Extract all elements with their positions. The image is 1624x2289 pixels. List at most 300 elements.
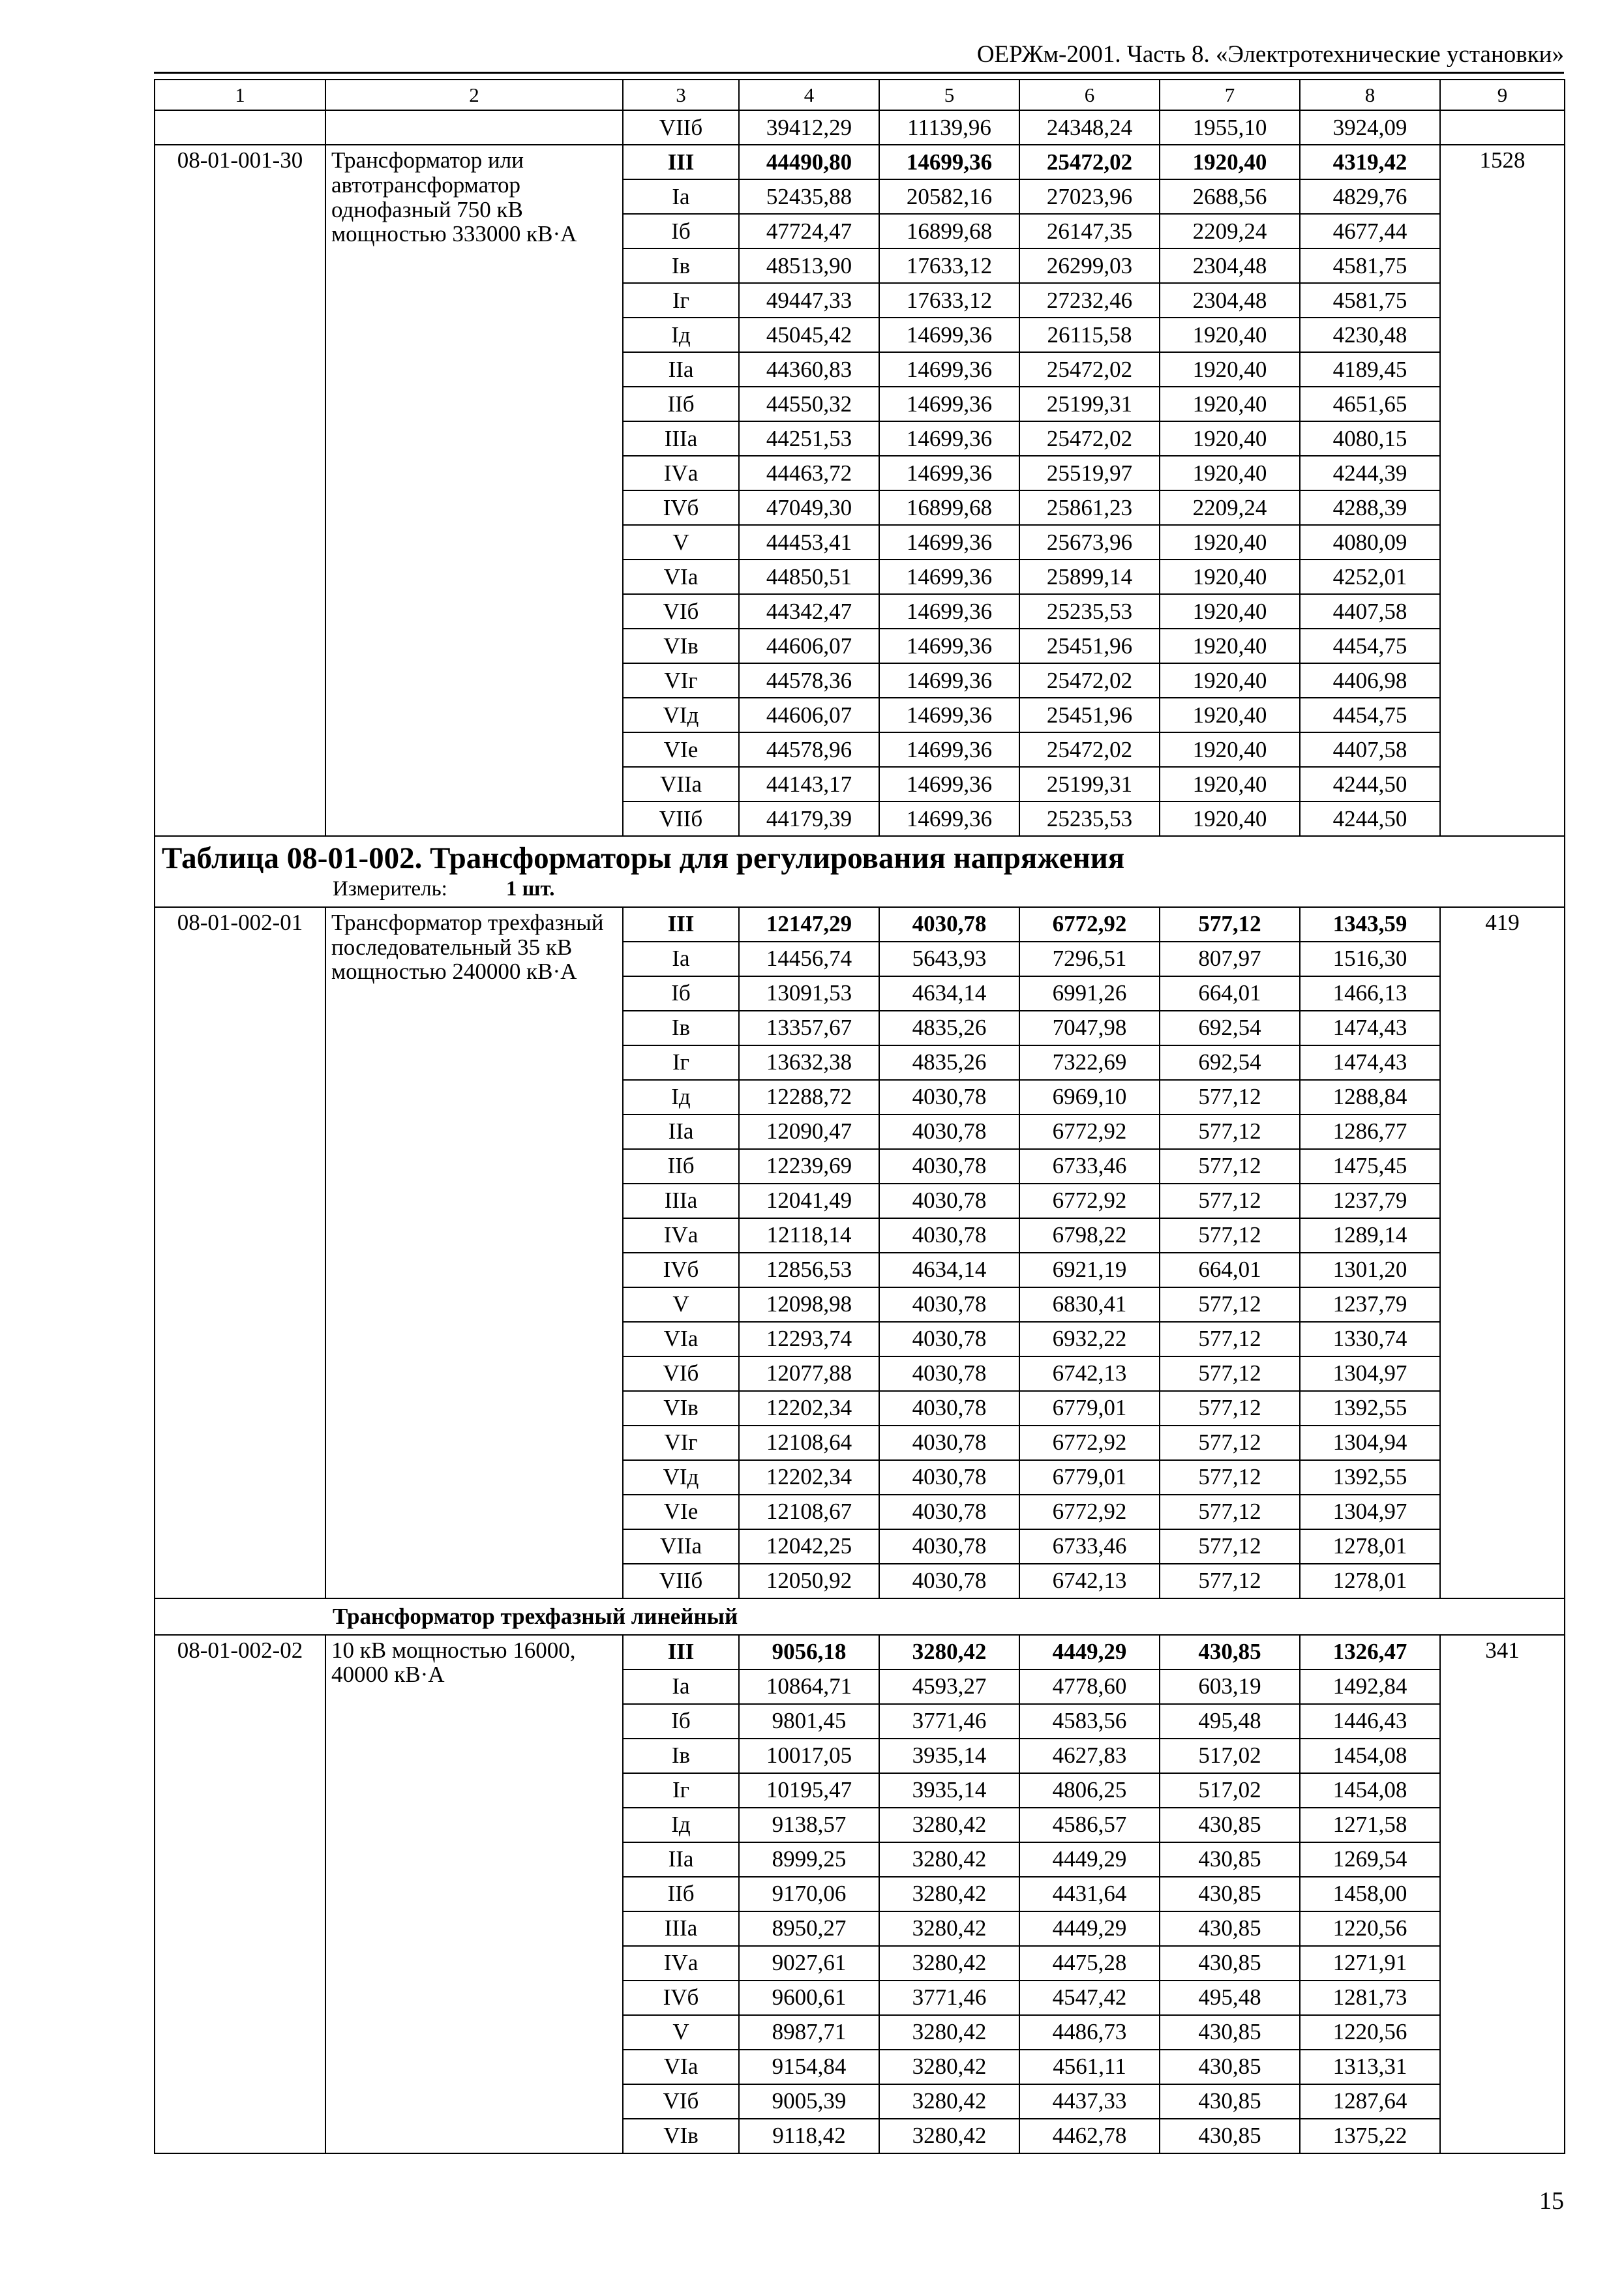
- value-cell: 1301,20: [1300, 1253, 1440, 1287]
- zone-cell: III: [623, 1635, 739, 1669]
- zone-cell: III: [623, 145, 739, 179]
- zone-cell: VIд: [623, 698, 739, 732]
- value-cell: 577,12: [1160, 1287, 1300, 1322]
- zone-cell: IIа: [623, 1115, 739, 1149]
- zone-cell: V: [623, 1287, 739, 1322]
- value-cell: 12147,29: [739, 907, 879, 942]
- value-cell: 1220,56: [1300, 2015, 1440, 2050]
- column-number: 5: [879, 80, 1019, 110]
- zone-cell: IVб: [623, 1253, 739, 1287]
- running-header: ОЕРЖм-2001. Часть 8. «Электротехнические установки»: [976, 41, 1564, 68]
- zone-cell: IIб: [623, 1877, 739, 1911]
- value-cell: 44578,36: [739, 663, 879, 698]
- norm-cell: 419: [1440, 907, 1565, 1598]
- value-cell: 25472,02: [1019, 732, 1160, 767]
- code-cell: [155, 110, 325, 145]
- measure-label: Измеритель:: [333, 876, 447, 901]
- page-number: 15: [1539, 2187, 1564, 2215]
- zone-cell: Iг: [623, 1045, 739, 1080]
- zone-cell: VIе: [623, 732, 739, 767]
- zone-cell: Iб: [623, 214, 739, 248]
- value-cell: 3280,42: [879, 1635, 1019, 1669]
- value-cell: 4319,42: [1300, 145, 1440, 179]
- zone-cell: Iв: [623, 1739, 739, 1773]
- value-cell: 577,12: [1160, 1391, 1300, 1426]
- value-cell: 12077,88: [739, 1356, 879, 1391]
- column-number: 6: [1019, 80, 1160, 110]
- zone-cell: VIа: [623, 2050, 739, 2084]
- code-cell: 08-01-002-02: [155, 1635, 325, 2153]
- value-cell: 2688,56: [1160, 179, 1300, 214]
- value-cell: 25899,14: [1019, 560, 1160, 594]
- value-cell: 1304,94: [1300, 1426, 1440, 1460]
- value-cell: 1920,40: [1160, 732, 1300, 767]
- value-cell: 807,97: [1160, 942, 1300, 976]
- value-cell: 9154,84: [739, 2050, 879, 2084]
- value-cell: 4030,78: [879, 1495, 1019, 1529]
- zone-cell: VIг: [623, 663, 739, 698]
- value-cell: 1466,13: [1300, 976, 1440, 1011]
- code-cell: 08-01-002-01: [155, 907, 325, 1598]
- value-cell: 1475,45: [1300, 1149, 1440, 1184]
- value-cell: 495,48: [1160, 1981, 1300, 2015]
- zone-cell: IVа: [623, 1218, 739, 1253]
- zone-cell: IVб: [623, 1981, 739, 2015]
- value-cell: 25451,96: [1019, 629, 1160, 663]
- column-number: 4: [739, 80, 879, 110]
- column-number-row: [155, 80, 1565, 110]
- value-cell: 14699,36: [879, 594, 1019, 629]
- value-cell: 4829,76: [1300, 179, 1440, 214]
- value-cell: 664,01: [1160, 976, 1300, 1011]
- value-cell: 4835,26: [879, 1011, 1019, 1045]
- section-cell: [155, 836, 1565, 907]
- value-cell: 6779,01: [1019, 1391, 1160, 1426]
- zone-cell: IIIа: [623, 1911, 739, 1946]
- subheading-row: [155, 1598, 1565, 1635]
- table-row: [155, 907, 1565, 942]
- value-cell: 1269,54: [1300, 1842, 1440, 1877]
- value-cell: 603,19: [1160, 1669, 1300, 1704]
- value-cell: 14456,74: [739, 942, 879, 976]
- column-number: 3: [623, 80, 739, 110]
- value-cell: 14699,36: [879, 352, 1019, 387]
- value-cell: 1287,64: [1300, 2084, 1440, 2119]
- zone-cell: Iг: [623, 1773, 739, 1808]
- value-cell: 12856,53: [739, 1253, 879, 1287]
- value-cell: 25235,53: [1019, 594, 1160, 629]
- value-cell: 25519,97: [1019, 456, 1160, 490]
- value-cell: 44578,96: [739, 732, 879, 767]
- value-cell: 1920,40: [1160, 801, 1300, 836]
- zone-cell: V: [623, 525, 739, 560]
- value-cell: 26147,35: [1019, 214, 1160, 248]
- zone-cell: VIIа: [623, 767, 739, 801]
- norm-cell: 1528: [1440, 145, 1565, 836]
- value-cell: 1271,91: [1300, 1946, 1440, 1981]
- value-cell: 3280,42: [879, 1911, 1019, 1946]
- value-cell: 27232,46: [1019, 283, 1160, 318]
- value-cell: 1271,58: [1300, 1808, 1440, 1842]
- value-cell: 1492,84: [1300, 1669, 1440, 1704]
- value-cell: 577,12: [1160, 1460, 1300, 1495]
- column-number: 7: [1160, 80, 1300, 110]
- value-cell: 692,54: [1160, 1011, 1300, 1045]
- column-number: 1: [155, 80, 325, 110]
- value-cell: 4835,26: [879, 1045, 1019, 1080]
- value-cell: 4486,73: [1019, 2015, 1160, 2050]
- value-cell: 4407,58: [1300, 732, 1440, 767]
- value-cell: 6742,13: [1019, 1356, 1160, 1391]
- value-cell: 2304,48: [1160, 248, 1300, 283]
- name-cell: Трансформатор или автотрансформатор однофазный 750 кВ мощностью 333000 кВ·А: [325, 145, 623, 836]
- value-cell: 6779,01: [1019, 1460, 1160, 1495]
- zone-cell: Iа: [623, 942, 739, 976]
- zone-cell: Iв: [623, 248, 739, 283]
- value-cell: 4561,11: [1019, 2050, 1160, 2084]
- value-cell: 6733,46: [1019, 1529, 1160, 1564]
- value-cell: 9005,39: [739, 2084, 879, 2119]
- value-cell: 44606,07: [739, 698, 879, 732]
- value-cell: 25472,02: [1019, 352, 1160, 387]
- value-cell: 1474,43: [1300, 1045, 1440, 1080]
- value-cell: 3280,42: [879, 2119, 1019, 2153]
- value-cell: 14699,36: [879, 767, 1019, 801]
- value-cell: 25199,31: [1019, 767, 1160, 801]
- value-cell: 47049,30: [739, 490, 879, 525]
- column-number: 8: [1300, 80, 1440, 110]
- value-cell: 14699,36: [879, 663, 1019, 698]
- value-cell: 1920,40: [1160, 456, 1300, 490]
- value-cell: 5643,93: [879, 942, 1019, 976]
- value-cell: 44490,80: [739, 145, 879, 179]
- zone-cell: IIб: [623, 1149, 739, 1184]
- zone-cell: VIа: [623, 1322, 739, 1356]
- value-cell: 577,12: [1160, 1495, 1300, 1529]
- value-cell: 13357,67: [739, 1011, 879, 1045]
- value-cell: 4080,15: [1300, 421, 1440, 456]
- value-cell: 6932,22: [1019, 1322, 1160, 1356]
- value-cell: 12108,64: [739, 1426, 879, 1460]
- value-cell: 6921,19: [1019, 1253, 1160, 1287]
- value-cell: 14699,36: [879, 318, 1019, 352]
- value-cell: 1330,74: [1300, 1322, 1440, 1356]
- table-row: [155, 145, 1565, 179]
- value-cell: 4437,33: [1019, 2084, 1160, 2119]
- measure-line: [155, 875, 1564, 906]
- value-cell: 4189,45: [1300, 352, 1440, 387]
- value-cell: 1920,40: [1160, 352, 1300, 387]
- value-cell: 430,85: [1160, 1877, 1300, 1911]
- value-cell: 4252,01: [1300, 560, 1440, 594]
- value-cell: 44179,39: [739, 801, 879, 836]
- value-cell: 12202,34: [739, 1460, 879, 1495]
- value-cell: 12239,69: [739, 1149, 879, 1184]
- value-cell: 3280,42: [879, 1877, 1019, 1911]
- value-cell: 4454,75: [1300, 629, 1440, 663]
- value-cell: 577,12: [1160, 1322, 1300, 1356]
- value-cell: 430,85: [1160, 2119, 1300, 2153]
- value-cell: 3280,42: [879, 2050, 1019, 2084]
- value-cell: 3771,46: [879, 1981, 1019, 2015]
- value-cell: 12098,98: [739, 1287, 879, 1322]
- zone-cell: VIб: [623, 1356, 739, 1391]
- value-cell: 3935,14: [879, 1739, 1019, 1773]
- value-cell: 14699,36: [879, 629, 1019, 663]
- zone-cell: Iа: [623, 179, 739, 214]
- value-cell: 692,54: [1160, 1045, 1300, 1080]
- value-cell: 3280,42: [879, 1808, 1019, 1842]
- zone-cell: IVб: [623, 490, 739, 525]
- value-cell: 430,85: [1160, 1635, 1300, 1669]
- value-cell: 12090,47: [739, 1115, 879, 1149]
- value-cell: 1288,84: [1300, 1080, 1440, 1115]
- value-cell: 1920,40: [1160, 145, 1300, 179]
- zone-cell: VIг: [623, 1426, 739, 1460]
- value-cell: 4454,75: [1300, 698, 1440, 732]
- value-cell: 44342,47: [739, 594, 879, 629]
- value-cell: 12202,34: [739, 1391, 879, 1426]
- value-cell: 14699,36: [879, 801, 1019, 836]
- value-cell: 12118,14: [739, 1218, 879, 1253]
- value-cell: 1920,40: [1160, 525, 1300, 560]
- value-cell: 16899,68: [879, 214, 1019, 248]
- value-cell: 3280,42: [879, 1946, 1019, 1981]
- value-cell: 4030,78: [879, 1287, 1019, 1322]
- value-cell: 44360,83: [739, 352, 879, 387]
- value-cell: 4806,25: [1019, 1773, 1160, 1808]
- value-cell: 25451,96: [1019, 698, 1160, 732]
- value-cell: 25199,31: [1019, 387, 1160, 421]
- value-cell: 4080,09: [1300, 525, 1440, 560]
- value-cell: 25861,23: [1019, 490, 1160, 525]
- value-cell: 6772,92: [1019, 1184, 1160, 1218]
- value-cell: 1343,59: [1300, 907, 1440, 942]
- value-cell: 577,12: [1160, 1115, 1300, 1149]
- value-cell: 4586,57: [1019, 1808, 1160, 1842]
- value-cell: 4778,60: [1019, 1669, 1160, 1704]
- value-cell: 4462,78: [1019, 2119, 1160, 2153]
- header-rule: [154, 72, 1564, 74]
- value-cell: 4449,29: [1019, 1842, 1160, 1877]
- value-cell: 1474,43: [1300, 1011, 1440, 1045]
- value-cell: 4030,78: [879, 1149, 1019, 1184]
- value-cell: 52435,88: [739, 179, 879, 214]
- value-cell: 4030,78: [879, 1356, 1019, 1391]
- value-cell: 13091,53: [739, 976, 879, 1011]
- zone-cell: IIIа: [623, 1184, 739, 1218]
- value-cell: 6772,92: [1019, 907, 1160, 942]
- value-cell: 2209,24: [1160, 490, 1300, 525]
- value-cell: 4431,64: [1019, 1877, 1160, 1911]
- zone-cell: Iв: [623, 1011, 739, 1045]
- value-cell: 4581,75: [1300, 283, 1440, 318]
- value-cell: 4677,44: [1300, 214, 1440, 248]
- value-cell: 7296,51: [1019, 942, 1160, 976]
- value-cell: 3280,42: [879, 2084, 1019, 2119]
- value-cell: 1304,97: [1300, 1356, 1440, 1391]
- zone-cell: V: [623, 2015, 739, 2050]
- value-cell: 1278,01: [1300, 1564, 1440, 1598]
- value-cell: 4244,50: [1300, 801, 1440, 836]
- value-cell: 577,12: [1160, 1218, 1300, 1253]
- value-cell: 12288,72: [739, 1080, 879, 1115]
- value-cell: 7047,98: [1019, 1011, 1160, 1045]
- value-cell: 430,85: [1160, 1842, 1300, 1877]
- value-cell: 9600,61: [739, 1981, 879, 2015]
- zone-cell: Iд: [623, 1808, 739, 1842]
- value-cell: 664,01: [1160, 1253, 1300, 1287]
- zone-cell: VIв: [623, 1391, 739, 1426]
- value-cell: 4244,50: [1300, 767, 1440, 801]
- value-cell: 4230,48: [1300, 318, 1440, 352]
- value-cell: 1286,77: [1300, 1115, 1440, 1149]
- value-cell: 25673,96: [1019, 525, 1160, 560]
- value-cell: 4030,78: [879, 1115, 1019, 1149]
- value-cell: 14699,36: [879, 387, 1019, 421]
- value-cell: 44143,17: [739, 767, 879, 801]
- value-cell: 1920,40: [1160, 560, 1300, 594]
- value-cell: 4030,78: [879, 1080, 1019, 1115]
- value-cell: 4627,83: [1019, 1739, 1160, 1773]
- value-cell: 1304,97: [1300, 1495, 1440, 1529]
- value-cell: 4634,14: [879, 1253, 1019, 1287]
- value-cell: 430,85: [1160, 2084, 1300, 2119]
- zone-cell: Iб: [623, 1704, 739, 1739]
- value-cell: 1920,40: [1160, 594, 1300, 629]
- zone-cell: VIIа: [623, 1529, 739, 1564]
- value-cell: 17633,12: [879, 248, 1019, 283]
- value-cell: 24348,24: [1019, 110, 1160, 145]
- value-cell: 25472,02: [1019, 145, 1160, 179]
- value-cell: 48513,90: [739, 248, 879, 283]
- value-cell: 4030,78: [879, 907, 1019, 942]
- value-cell: 4030,78: [879, 1391, 1019, 1426]
- zone-cell: VIд: [623, 1460, 739, 1495]
- value-cell: 1278,01: [1300, 1529, 1440, 1564]
- value-cell: 9027,61: [739, 1946, 879, 1981]
- value-cell: 14699,36: [879, 421, 1019, 456]
- value-cell: 26299,03: [1019, 248, 1160, 283]
- value-cell: 577,12: [1160, 1529, 1300, 1564]
- value-cell: 1920,40: [1160, 698, 1300, 732]
- value-cell: 1289,14: [1300, 1218, 1440, 1253]
- value-cell: 44550,32: [739, 387, 879, 421]
- value-cell: 4449,29: [1019, 1911, 1160, 1946]
- value-cell: 1516,30: [1300, 942, 1440, 976]
- value-cell: 47724,47: [739, 214, 879, 248]
- value-cell: 4581,75: [1300, 248, 1440, 283]
- value-cell: 1955,10: [1160, 110, 1300, 145]
- value-cell: 6969,10: [1019, 1080, 1160, 1115]
- value-cell: 3280,42: [879, 1842, 1019, 1877]
- value-cell: 577,12: [1160, 1426, 1300, 1460]
- value-cell: 1313,31: [1300, 2050, 1440, 2084]
- zone-cell: VIIб: [623, 801, 739, 836]
- zone-cell: III: [623, 907, 739, 942]
- value-cell: 430,85: [1160, 1946, 1300, 1981]
- value-cell: 4651,65: [1300, 387, 1440, 421]
- value-cell: 577,12: [1160, 1149, 1300, 1184]
- code-cell: 08-01-001-30: [155, 145, 325, 836]
- value-cell: 6991,26: [1019, 976, 1160, 1011]
- value-cell: 4634,14: [879, 976, 1019, 1011]
- value-cell: 3935,14: [879, 1773, 1019, 1808]
- zone-cell: IIIа: [623, 421, 739, 456]
- zone-cell: IIа: [623, 352, 739, 387]
- value-cell: 44453,41: [739, 525, 879, 560]
- value-cell: 44850,51: [739, 560, 879, 594]
- value-cell: 1920,40: [1160, 767, 1300, 801]
- section-row: [155, 836, 1565, 907]
- value-cell: 6733,46: [1019, 1149, 1160, 1184]
- section-title: Таблица 08-01-002. Трансформаторы для регулирования напряжения: [162, 841, 1125, 875]
- subheading: Трансформатор трехфазный линейный: [333, 1603, 738, 1629]
- name-cell: Трансформатор трехфазный последовательный 35 кВ мощностью 240000 кВ·А: [325, 907, 623, 1598]
- value-cell: 1220,56: [1300, 1911, 1440, 1946]
- value-cell: 14699,36: [879, 732, 1019, 767]
- value-cell: 517,02: [1160, 1773, 1300, 1808]
- value-cell: 14699,36: [879, 560, 1019, 594]
- zone-cell: Iа: [623, 1669, 739, 1704]
- value-cell: 4030,78: [879, 1322, 1019, 1356]
- value-cell: 12108,67: [739, 1495, 879, 1529]
- value-cell: 26115,58: [1019, 318, 1160, 352]
- value-cell: 1281,73: [1300, 1981, 1440, 2015]
- value-cell: 4288,39: [1300, 490, 1440, 525]
- value-cell: 20582,16: [879, 179, 1019, 214]
- value-cell: 4030,78: [879, 1218, 1019, 1253]
- value-cell: 3771,46: [879, 1704, 1019, 1739]
- norm-cell: [1440, 110, 1565, 145]
- name-cell: [325, 110, 623, 145]
- zone-cell: VIв: [623, 2119, 739, 2153]
- zone-cell: VIIб: [623, 110, 739, 145]
- zone-cell: Iб: [623, 976, 739, 1011]
- value-cell: 1446,43: [1300, 1704, 1440, 1739]
- value-cell: 14699,36: [879, 525, 1019, 560]
- value-cell: 577,12: [1160, 1356, 1300, 1391]
- value-cell: 8987,71: [739, 2015, 879, 2050]
- zone-cell: VIв: [623, 629, 739, 663]
- value-cell: 8950,27: [739, 1911, 879, 1946]
- value-cell: 11139,96: [879, 110, 1019, 145]
- value-cell: 4593,27: [879, 1669, 1019, 1704]
- value-cell: 577,12: [1160, 1080, 1300, 1115]
- value-cell: 1392,55: [1300, 1391, 1440, 1426]
- rates-table: [154, 79, 1565, 2154]
- value-cell: 1920,40: [1160, 663, 1300, 698]
- table-row: [155, 110, 1565, 145]
- value-cell: 430,85: [1160, 2050, 1300, 2084]
- value-cell: 12293,74: [739, 1322, 879, 1356]
- value-cell: 3924,09: [1300, 110, 1440, 145]
- column-number: 2: [325, 80, 623, 110]
- value-cell: 12042,25: [739, 1529, 879, 1564]
- value-cell: 10195,47: [739, 1773, 879, 1808]
- value-cell: 430,85: [1160, 1808, 1300, 1842]
- value-cell: 1920,40: [1160, 318, 1300, 352]
- value-cell: 1326,47: [1300, 1635, 1440, 1669]
- value-cell: 9170,06: [739, 1877, 879, 1911]
- value-cell: 1458,00: [1300, 1877, 1440, 1911]
- value-cell: 9138,57: [739, 1808, 879, 1842]
- zone-cell: IIб: [623, 387, 739, 421]
- value-cell: 4244,39: [1300, 456, 1440, 490]
- value-cell: 6830,41: [1019, 1287, 1160, 1322]
- value-cell: 17633,12: [879, 283, 1019, 318]
- value-cell: 577,12: [1160, 907, 1300, 942]
